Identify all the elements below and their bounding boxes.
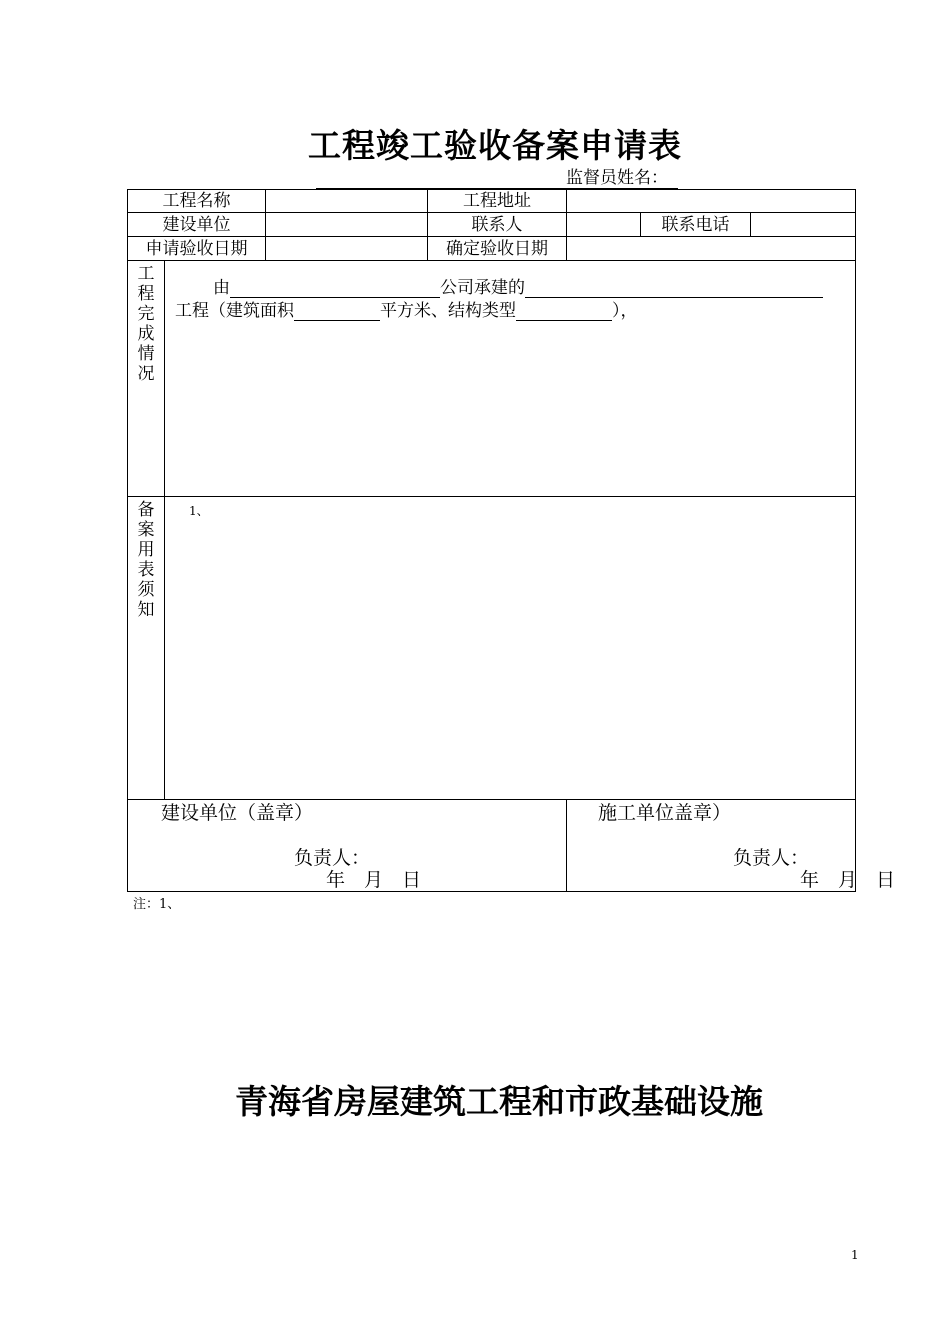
building-area-blank[interactable] (294, 302, 380, 321)
project-address-label: 工程地址 (428, 190, 567, 213)
contact-phone-label: 联系电话 (641, 213, 751, 237)
apply-date-field[interactable] (266, 237, 428, 261)
page-title: 工程竣工验收备案申请表 (308, 126, 682, 165)
row-signatures (128, 800, 856, 892)
project-name-label: 工程名称 (128, 190, 266, 213)
completion-side-label: 工 程 完 成 情 况 (128, 261, 165, 497)
notice-content (165, 497, 856, 800)
structure-type-blank[interactable] (516, 302, 612, 321)
confirm-date-field[interactable] (567, 237, 856, 261)
construction-unit-seal-title: 建设单位（盖章） (161, 802, 314, 824)
contractor-seal-title: 施工单位盖章） (598, 802, 732, 824)
page-number: 1 (851, 1248, 859, 1262)
contact-person-label: 联系人 (428, 213, 567, 237)
row-completion (128, 261, 856, 497)
supervisor-name-label: 监督员姓名： (566, 168, 668, 188)
apply-date-label: 申请验收日期 (128, 237, 266, 261)
row-construction-unit (128, 213, 856, 237)
contractor-date: 年 月 日 (800, 869, 896, 891)
construction-unit-date: 年 月 日 (326, 869, 422, 891)
completion-line-1: 由 公司承建的 (213, 278, 823, 298)
completion-line-2: 工程（建筑面积 平方米、结构类型 ）， (175, 301, 638, 321)
next-page-title: 青海省房屋建筑工程和市政基础设施 (235, 1082, 763, 1121)
notice-item-1: 1、 (189, 504, 209, 518)
row-dates (128, 237, 856, 261)
confirm-date-label: 确定验收日期 (428, 237, 567, 261)
construction-unit-person-label: 负责人： (294, 847, 371, 869)
contractor-company-blank[interactable] (230, 279, 440, 298)
construction-unit-signature (128, 800, 567, 892)
contractor-person-label: 负责人： (733, 847, 810, 869)
footnote: 注：1、 (133, 897, 181, 912)
contact-person-field[interactable] (567, 213, 641, 237)
construction-unit-label: 建设单位 (128, 213, 266, 237)
construction-unit-field[interactable] (266, 213, 428, 237)
notice-side-label: 备 案 用 表 须 知 (128, 497, 165, 800)
project-built-blank[interactable] (525, 279, 823, 298)
contractor-signature (567, 800, 896, 892)
completion-content (165, 261, 856, 497)
row-project-name (128, 190, 856, 213)
row-notice (128, 497, 856, 800)
contact-phone-field[interactable] (751, 213, 856, 237)
application-form-table (127, 189, 896, 892)
project-name-field[interactable] (266, 190, 428, 213)
project-address-field[interactable] (567, 190, 856, 213)
